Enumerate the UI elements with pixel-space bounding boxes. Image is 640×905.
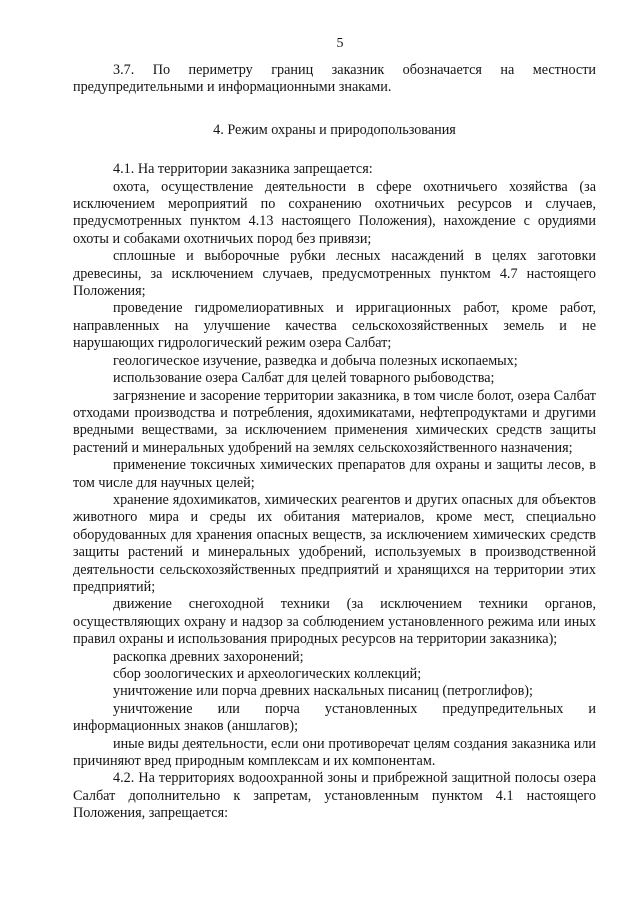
paragraph-excavation: раскопка древних захоронений; [113, 648, 304, 665]
document-body [73, 62, 596, 823]
paragraph-other-activities: иные виды деятельности, если они противоречат целям создания заказника или причиняют вред природным комплексам и их компонентам. [73, 735, 596, 770]
page-number: 5 [336, 36, 344, 51]
paragraph-4-2: 4.2. На территориях водоохранной зоны и прибрежной защитной полосы озера Салбат дополнительно к запретам, установленным пунктом 4.1 настоящего Положения, запрещается: [73, 770, 596, 822]
paragraph-snowmobiles: движение снегоходной техники (за исключением техники органов, осуществляющих охрану и надзор за соблюдением установленного режима или иных правил охраны и использования природных ресурсов на территории заказника); [73, 596, 596, 648]
paragraph-logging: сплошные и выборочные рубки лесных насаждений в целях заготовки древесины, за исключением случаев, предусмотренных пунктом 4.7 настоящего Положения; [73, 248, 596, 300]
paragraph-pollution: загрязнение и засорение территории заказника, в том числе болот, озера Салбат отходами производства и потребления, ядохимикатами, нефтепродуктами и другими вредными веществами, за исключением применения химических средств защиты растений и минеральных удобрений на землях сельскохозяйственного назначения; [73, 387, 596, 456]
paragraph-geology: геологическое изучение, разведка и добыча полезных ископаемых; [113, 352, 518, 369]
paragraph-hunting: охота, осуществление деятельности в сфере охотничьего хозяйства (за исключением мероприятий по сохранению охотничьих ресурсов и случаев, предусмотренных пунктом 4.13 настоящего Положения), нахождение с орудиями охоты и собаками охотничьих пород без привязи; [73, 178, 596, 247]
section-heading: 4. Режим охраны и природопользования [213, 121, 456, 138]
paragraph-fish-farming: использование озера Салбат для целей товарного рыбоводства; [113, 370, 495, 387]
paragraph-storage: хранение ядохимикатов, химических реагентов и других опасных для объектов животного мира и среды их обитания материалов, кроме мест, специально оборудованных для хранения опасных веществ, за исключением химических средств защиты растений и минеральных удобрений, используемых в производственной деятельности сельскохозяйственных предприятий и хранящихся на территории этих предприятий; [73, 491, 596, 595]
paragraph-signs: уничтожение или порча установленных предупредительных и информационных знаков (аншлагов); [73, 700, 596, 735]
paragraph-petroglyphs: уничтожение или порча древних наскальных писаниц (петроглифов); [113, 683, 533, 700]
paragraph-3-7: 3.7. По периметру границ заказник обозначается на местности предупредительными и информационными знаками. [73, 62, 596, 96]
paragraph-collections: сбор зоологических и археологических коллекций; [113, 666, 422, 682]
paragraph-toxic-chemicals: применение токсичных химических препаратов для охраны и защиты лесов, в том числе для научных целей; [73, 457, 596, 491]
paragraph-melioration: проведение гидромелиоративных и ирригационных работ, кроме работ, направленных на улучшение качества сельскохозяйственных земель и не нарушающих гидрологический режим озера Салбат; [73, 300, 596, 352]
paragraph-4-1-intro: 4.1. На территории заказника запрещается: [113, 161, 373, 178]
